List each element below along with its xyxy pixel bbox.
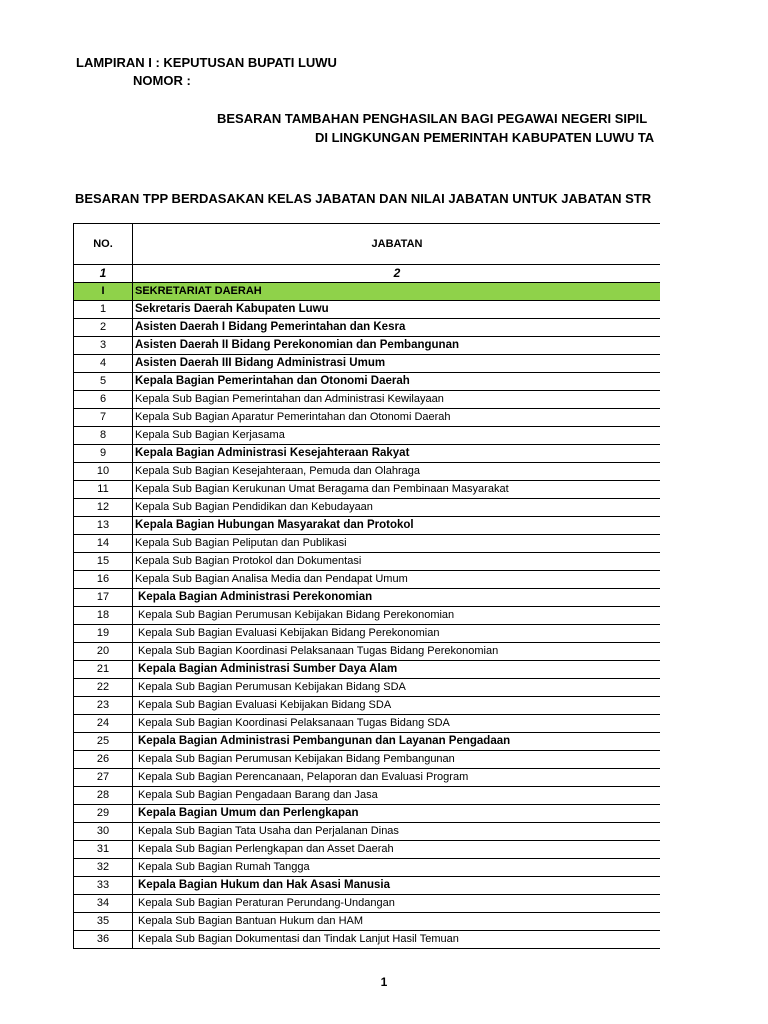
row-number: 15 bbox=[74, 553, 133, 571]
row-position-title: Kepala Sub Bagian Peraturan Perundang-Undangan bbox=[133, 895, 662, 913]
row-position-title: Asisten Daerah III Bidang Administrasi Umum bbox=[133, 355, 662, 373]
table-row bbox=[74, 697, 662, 715]
document-title-line-2: DI LINGKUNGAN PEMERINTAH KABUPATEN LUWU TA bbox=[315, 130, 655, 145]
row-number: 29 bbox=[74, 805, 133, 823]
row-number: 5 bbox=[74, 373, 133, 391]
row-position-title: Kepala Sub Bagian Kesejahteraan, Pemuda dan Olahraga bbox=[133, 463, 662, 481]
document-title-line-1: BESARAN TAMBAHAN PENGHASILAN BAGI PEGAWAI NEGERI SIPIL bbox=[217, 111, 648, 126]
section-row bbox=[74, 283, 662, 301]
row-number: 7 bbox=[74, 409, 133, 427]
row-number: 2 bbox=[74, 319, 133, 337]
table-row bbox=[74, 841, 662, 859]
table-subtitle: BESARAN TPP BERDASAKAN KELAS JABATAN DAN NILAI JABATAN UNTUK JABATAN STR bbox=[75, 191, 652, 206]
table-row bbox=[74, 499, 662, 517]
table-row bbox=[74, 931, 662, 949]
row-position-title: Asisten Daerah I Bidang Pemerintahan dan Kesra bbox=[133, 319, 662, 337]
row-number: 13 bbox=[74, 517, 133, 535]
row-number: 16 bbox=[74, 571, 133, 589]
row-position-title: Kepala Sub Bagian Kerjasama bbox=[133, 427, 662, 445]
table-row bbox=[74, 445, 662, 463]
table-row bbox=[74, 643, 662, 661]
table-row bbox=[74, 535, 662, 553]
column-header-jabatan: JABATAN bbox=[133, 224, 662, 265]
row-position-title: Kepala Sub Bagian Analisa Media dan Pendapat Umum bbox=[133, 571, 662, 589]
table-row bbox=[74, 553, 662, 571]
row-position-title: Kepala Sub Bagian Bantuan Hukum dan HAM bbox=[133, 913, 662, 931]
row-position-title: Sekretaris Daerah Kabupaten Luwu bbox=[133, 301, 662, 319]
table-row bbox=[74, 859, 662, 877]
row-position-title: Kepala Sub Bagian Pengadaan Barang dan Jasa bbox=[133, 787, 662, 805]
table-row bbox=[74, 733, 662, 751]
row-number: 11 bbox=[74, 481, 133, 499]
table-row bbox=[74, 787, 662, 805]
row-number: 22 bbox=[74, 679, 133, 697]
row-position-title: Kepala Bagian Hukum dan Hak Asasi Manusia bbox=[133, 877, 662, 895]
table-row bbox=[74, 409, 662, 427]
table-row bbox=[74, 877, 662, 895]
row-position-title: Kepala Sub Bagian Perumusan Kebijakan Bidang Perekonomian bbox=[133, 607, 662, 625]
row-number: 4 bbox=[74, 355, 133, 373]
row-number: 23 bbox=[74, 697, 133, 715]
table-row bbox=[74, 625, 662, 643]
table-row bbox=[74, 571, 662, 589]
table-row bbox=[74, 301, 662, 319]
row-number: 1 bbox=[74, 301, 133, 319]
row-position-title: SEKRETARIAT DAERAH bbox=[133, 283, 662, 301]
row-number: 33 bbox=[74, 877, 133, 895]
row-number: 6 bbox=[74, 391, 133, 409]
table-row bbox=[74, 373, 662, 391]
row-position-title: Kepala Sub Bagian Protokol dan Dokumentasi bbox=[133, 553, 662, 571]
row-position-title: Kepala Bagian Pemerintahan dan Otonomi Daerah bbox=[133, 373, 662, 391]
row-number: 9 bbox=[74, 445, 133, 463]
row-position-title: Kepala Bagian Administrasi Perekonomian bbox=[133, 589, 662, 607]
row-position-title: Kepala Bagian Administrasi Pembangunan dan Layanan Pengadaan bbox=[133, 733, 662, 751]
row-position-title: Kepala Sub Bagian Tata Usaha dan Perjalanan Dinas bbox=[133, 823, 662, 841]
row-number: 12 bbox=[74, 499, 133, 517]
column-header-no: NO. bbox=[74, 224, 133, 265]
table-row bbox=[74, 913, 662, 931]
table-row bbox=[74, 895, 662, 913]
row-position-title: Kepala Sub Bagian Perumusan Kebijakan Bidang Pembangunan bbox=[133, 751, 662, 769]
table-row bbox=[74, 805, 662, 823]
row-position-title: Kepala Sub Bagian Pendidikan dan Kebudayaan bbox=[133, 499, 662, 517]
row-number: 17 bbox=[74, 589, 133, 607]
row-number: 19 bbox=[74, 625, 133, 643]
row-position-title: Kepala Sub Bagian Peliputan dan Publikasi bbox=[133, 535, 662, 553]
row-number: 30 bbox=[74, 823, 133, 841]
row-position-title: Kepala Sub Bagian Rumah Tangga bbox=[133, 859, 662, 877]
row-number: 10 bbox=[74, 463, 133, 481]
table-row bbox=[74, 715, 662, 733]
table-row bbox=[74, 823, 662, 841]
row-number: 20 bbox=[74, 643, 133, 661]
table-row bbox=[74, 751, 662, 769]
row-position-title: Kepala Sub Bagian Koordinasi Pelaksanaan Tugas Bidang Perekonomian bbox=[133, 643, 662, 661]
row-position-title: Kepala Sub Bagian Perencanaan, Pelaporan dan Evaluasi Program bbox=[133, 769, 662, 787]
table-row bbox=[74, 661, 662, 679]
page-cutoff-area bbox=[660, 0, 768, 1024]
row-position-title: Kepala Sub Bagian Koordinasi Pelaksanaan Tugas Bidang SDA bbox=[133, 715, 662, 733]
row-number: 35 bbox=[74, 913, 133, 931]
row-position-title: Kepala Bagian Administrasi Sumber Daya Alam bbox=[133, 661, 662, 679]
decree-number-label: NOMOR : bbox=[133, 73, 191, 88]
table-row bbox=[74, 319, 662, 337]
appendix-heading: LAMPIRAN I : KEPUTUSAN BUPATI LUWU bbox=[76, 55, 337, 70]
table-row bbox=[74, 679, 662, 697]
row-position-title: Kepala Sub Bagian Evaluasi Kebijakan Bidang SDA bbox=[133, 697, 662, 715]
row-number: 28 bbox=[74, 787, 133, 805]
row-number: 32 bbox=[74, 859, 133, 877]
page-number: 1 bbox=[380, 975, 388, 989]
table-header-row bbox=[74, 224, 662, 265]
position-table bbox=[73, 223, 662, 949]
table-row bbox=[74, 355, 662, 373]
table-row bbox=[74, 337, 662, 355]
row-number: 24 bbox=[74, 715, 133, 733]
table-row bbox=[74, 481, 662, 499]
row-number: 36 bbox=[74, 931, 133, 949]
row-position-title: Kepala Sub Bagian Perlengkapan dan Asset Daerah bbox=[133, 841, 662, 859]
column-index-no: 1 bbox=[74, 265, 133, 283]
row-position-title: Kepala Bagian Administrasi Kesejahteraan Rakyat bbox=[133, 445, 662, 463]
column-index-row bbox=[74, 265, 662, 283]
table-row bbox=[74, 517, 662, 535]
row-number: 3 bbox=[74, 337, 133, 355]
row-number: 27 bbox=[74, 769, 133, 787]
row-position-title: Kepala Bagian Umum dan Perlengkapan bbox=[133, 805, 662, 823]
table-row bbox=[74, 463, 662, 481]
row-position-title: Kepala Bagian Hubungan Masyarakat dan Protokol bbox=[133, 517, 662, 535]
row-position-title: Kepala Sub Bagian Pemerintahan dan Administrasi Kewilayaan bbox=[133, 391, 662, 409]
table-row bbox=[74, 769, 662, 787]
row-position-title: Kepala Sub Bagian Aparatur Pemerintahan dan Otonomi Daerah bbox=[133, 409, 662, 427]
column-index-jabatan: 2 bbox=[133, 265, 662, 283]
row-number: 34 bbox=[74, 895, 133, 913]
row-position-title: Kepala Sub Bagian Evaluasi Kebijakan Bidang Perekonomian bbox=[133, 625, 662, 643]
table-row bbox=[74, 391, 662, 409]
table-row bbox=[74, 427, 662, 445]
row-number: 25 bbox=[74, 733, 133, 751]
row-number: 26 bbox=[74, 751, 133, 769]
row-number: 18 bbox=[74, 607, 133, 625]
table-row bbox=[74, 589, 662, 607]
row-number: 8 bbox=[74, 427, 133, 445]
table-row bbox=[74, 607, 662, 625]
row-number: 21 bbox=[74, 661, 133, 679]
row-number: 31 bbox=[74, 841, 133, 859]
row-number: I bbox=[74, 283, 133, 301]
row-position-title: Asisten Daerah II Bidang Perekonomian dan Pembangunan bbox=[133, 337, 662, 355]
row-position-title: Kepala Sub Bagian Perumusan Kebijakan Bidang SDA bbox=[133, 679, 662, 697]
row-position-title: Kepala Sub Bagian Dokumentasi dan Tindak Lanjut Hasil Temuan bbox=[133, 931, 662, 949]
row-number: 14 bbox=[74, 535, 133, 553]
row-position-title: Kepala Sub Bagian Kerukunan Umat Beragama dan Pembinaan Masyarakat bbox=[133, 481, 662, 499]
